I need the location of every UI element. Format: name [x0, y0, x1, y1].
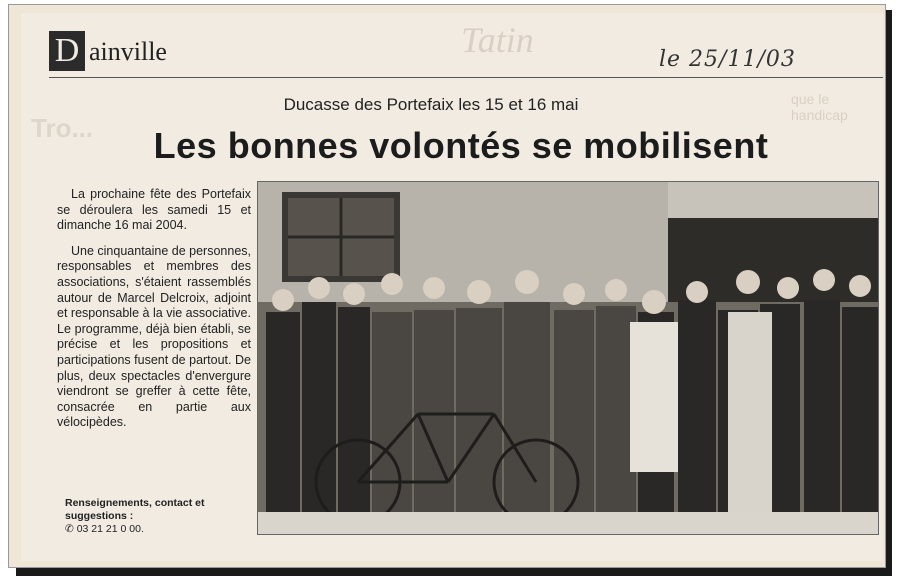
- handwritten-date: le 25/11/03: [659, 47, 796, 72]
- masthead: [41, 31, 881, 71]
- article-kicker: Ducasse des Portefaix les 15 et 16 mai: [283, 95, 579, 114]
- body-paragraph-2: Une cinquantaine de personnes, responsables et membres des associations, s'étaient rassemblés autour de Marcel Delcroix, adjoint et responsable à la vie associative. Le programme, déjà bien établi, se précise et les propositions et participations fusent de partout. De plus, deux spectacles d'envergure viendront se greffer à cette fête, consacrée en partie aux vélocipèdes.: [57, 243, 251, 430]
- contact-phone: ✆ 03 21 21 0 00.: [65, 523, 144, 535]
- body-paragraph-1: La prochaine fête des Portefaix se déroulera les samedi 15 et dimanche 16 mai 2004.: [57, 187, 251, 233]
- newspaper-clipping: [21, 13, 883, 561]
- bleed-through-script: Tatin: [461, 20, 534, 60]
- contact-box: [65, 497, 255, 536]
- contact-label: Renseignements, contact et suggestions :: [65, 497, 205, 522]
- group-photo-illustration: [258, 182, 879, 535]
- clipping-frame: [8, 4, 886, 568]
- bleed-through-line3: que le handicap: [791, 91, 848, 123]
- masthead-initial: D: [49, 31, 85, 71]
- bleed-through-line2: Tro...: [31, 113, 94, 143]
- group-photo: [257, 181, 879, 535]
- masthead-rule: [49, 77, 883, 78]
- article-body: [57, 187, 251, 441]
- article-headline: Les bonnes volontés se mobilisent: [153, 125, 769, 166]
- masthead-town: ainville: [89, 37, 167, 66]
